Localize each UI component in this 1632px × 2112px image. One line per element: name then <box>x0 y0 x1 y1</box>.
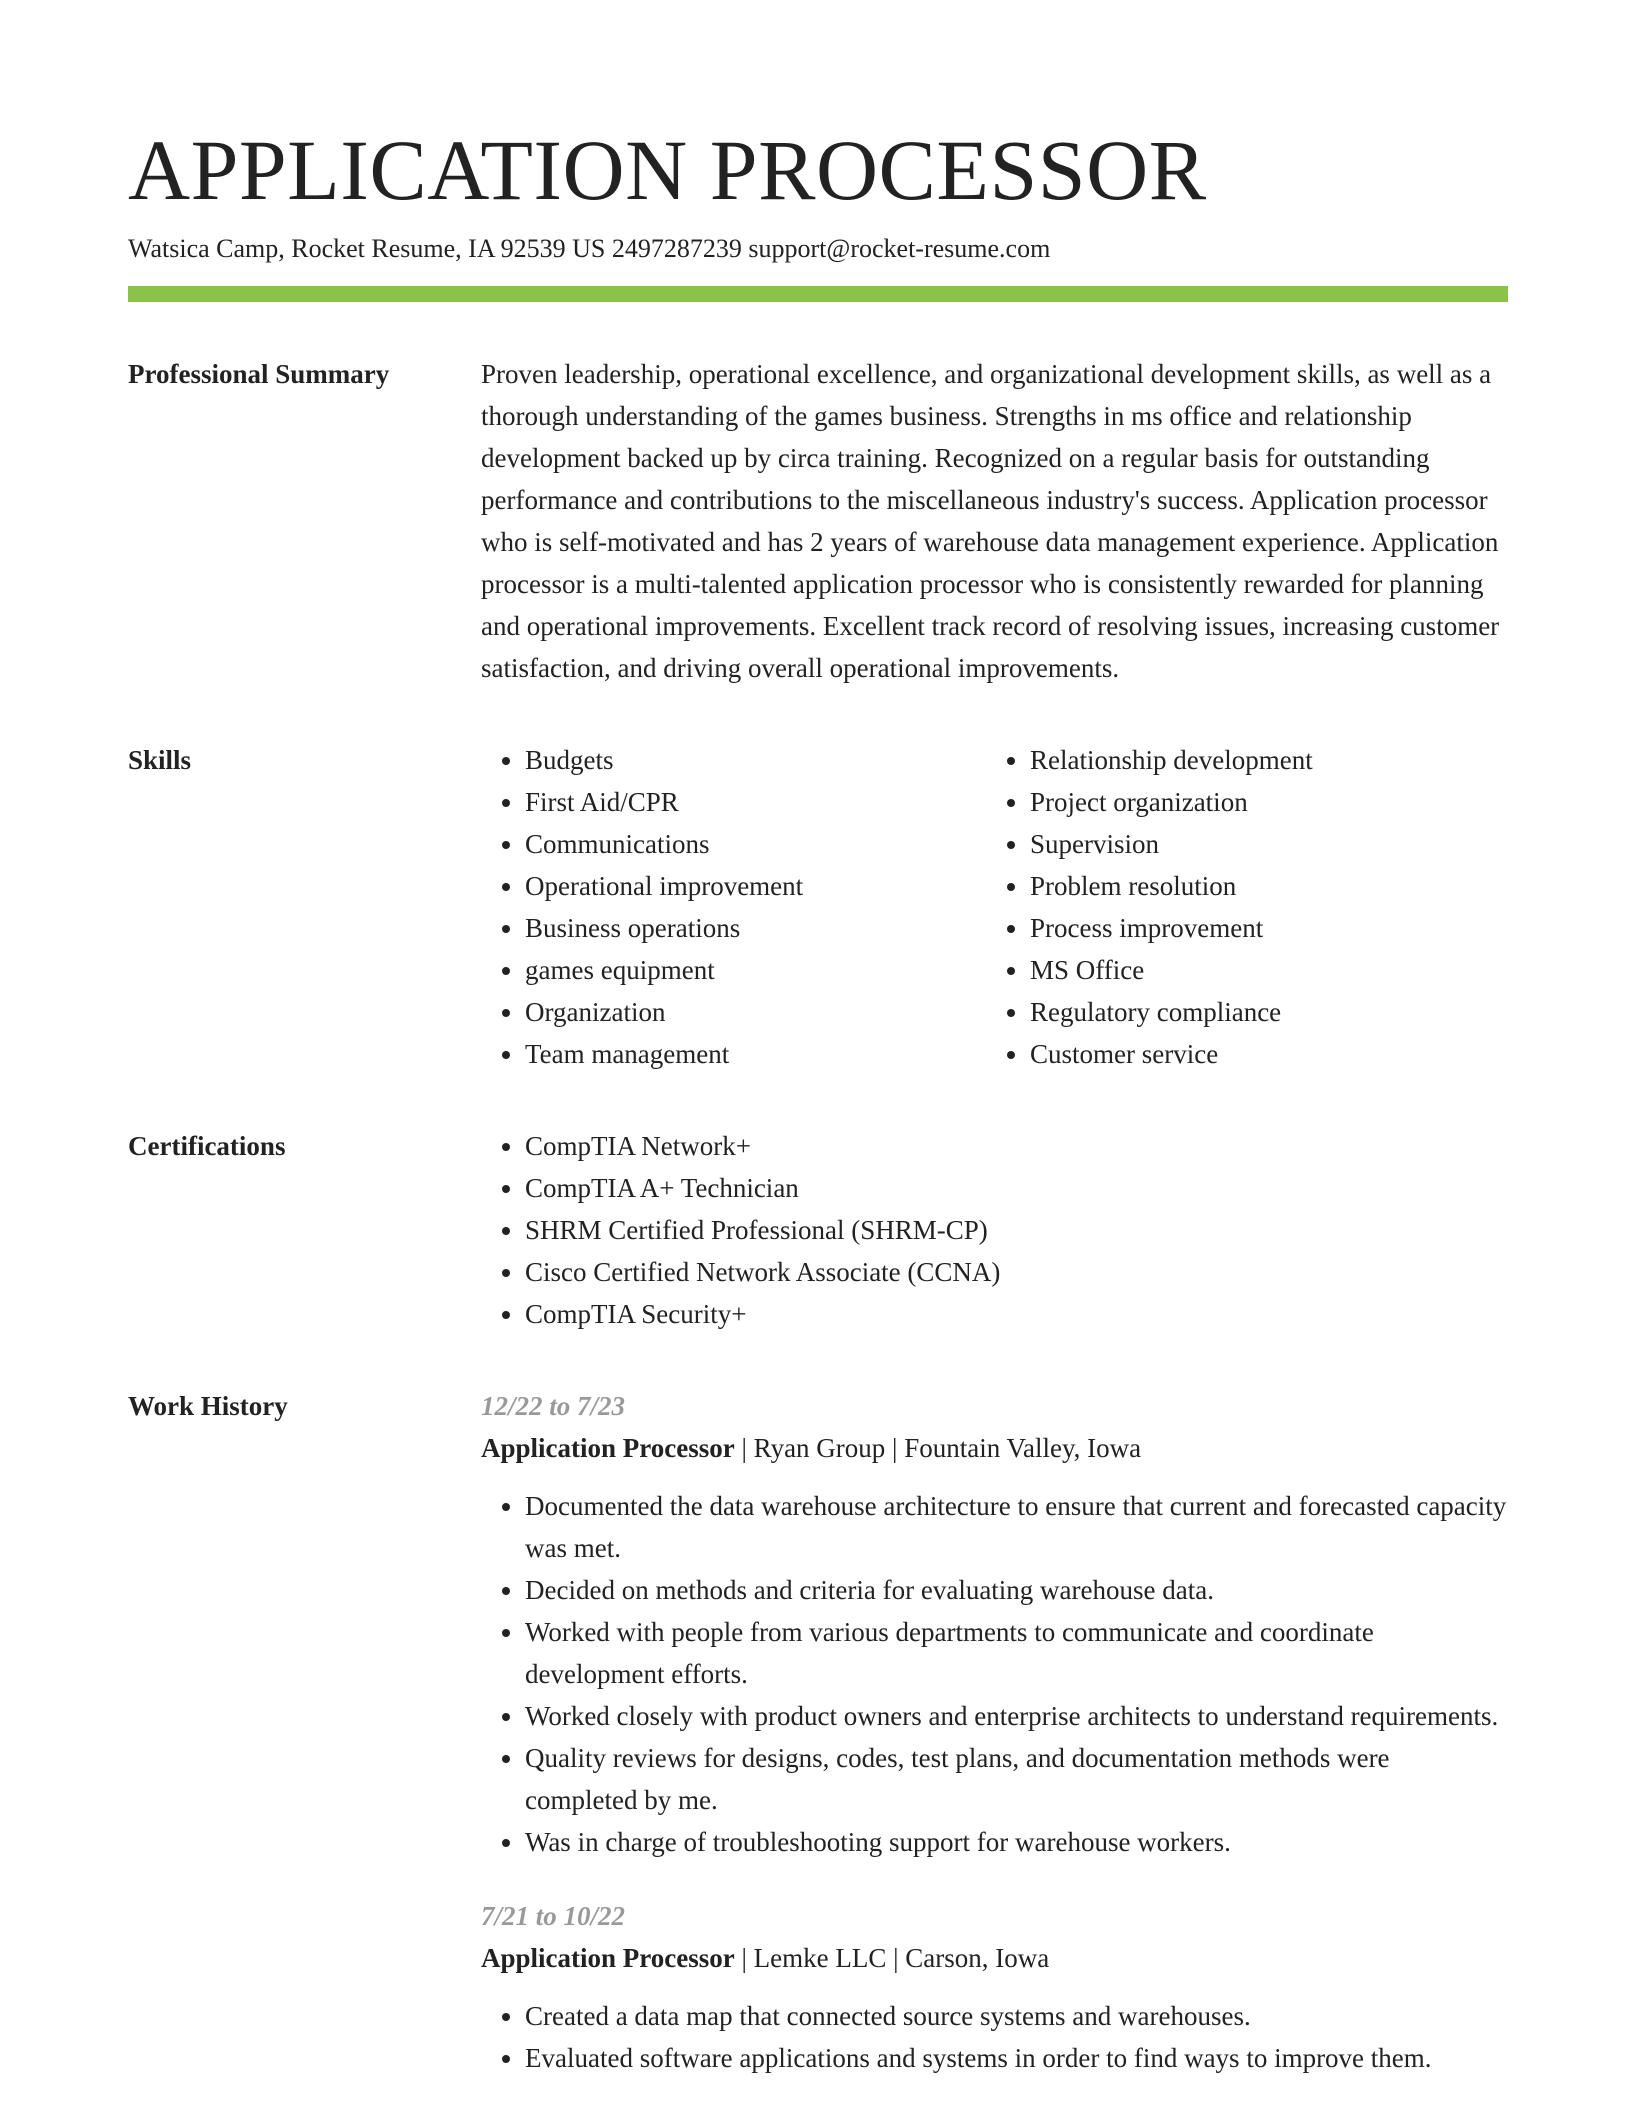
list-item: • Supervision <box>1030 823 1491 865</box>
list-item: • Cisco Certified Network Associate (CCNA) <box>525 1251 1508 1293</box>
list-item: • MS Office <box>1030 949 1491 991</box>
list-item: • Customer service <box>1030 1033 1491 1075</box>
skills-list-right <box>986 739 1491 1075</box>
list-item: • Business operations <box>525 907 986 949</box>
skills-columns <box>481 739 1508 1075</box>
list-item: • Process improvement <box>1030 907 1491 949</box>
job-heading <box>481 1427 1508 1469</box>
list-item: • Relationship development <box>1030 739 1491 781</box>
job-role: Application Processor <box>481 1433 735 1463</box>
resume-name: APPLICATION PROCESSOR <box>128 122 1207 218</box>
list-item: • Documented the data warehouse architecture to ensure that current and forecasted capacity was met. <box>525 1485 1508 1569</box>
work-history-body <box>481 1385 1508 2079</box>
contact-line: Watsica Camp, Rocket Resume, IA 92539 US 2497287239 support@rocket-resume.com <box>128 234 1051 263</box>
section-title-skills: Skills <box>128 745 192 775</box>
job-bullets <box>481 1995 1508 2079</box>
certifications-section <box>128 1125 1508 1335</box>
list-item: • Problem resolution <box>1030 865 1491 907</box>
list-item: • games equipment <box>525 949 986 991</box>
job-role: Application Processor <box>481 1943 735 1973</box>
summary-section <box>128 353 1508 689</box>
skills-section <box>128 739 1508 1075</box>
certifications-list <box>481 1125 1508 1335</box>
list-item: • Operational improvement <box>525 865 986 907</box>
list-item: • Evaluated software applications and systems in order to find ways to improve them. <box>525 2037 1508 2079</box>
certifications-body <box>481 1125 1508 1335</box>
job-bullets <box>481 1485 1508 1863</box>
job-entry <box>481 1895 1508 2079</box>
job-details: | Ryan Group | Fountain Valley, Iowa <box>734 1433 1142 1463</box>
list-item: • Budgets <box>525 739 986 781</box>
job-dates: 7/21 to 10/22 <box>481 1901 626 1931</box>
list-item: • Worked closely with product owners and enterprise architects to understand requirements. <box>525 1695 1508 1737</box>
list-item: • Organization <box>525 991 986 1033</box>
list-item: • Decided on methods and criteria for evaluating warehouse data. <box>525 1569 1508 1611</box>
section-title-work-history: Work History <box>128 1391 288 1421</box>
job-entry <box>481 1385 1508 1863</box>
list-item: • Regulatory compliance <box>1030 991 1491 1033</box>
list-item: • Project organization <box>1030 781 1491 823</box>
job-heading <box>481 1937 1508 1979</box>
list-item: • SHRM Certified Professional (SHRM-CP) <box>525 1209 1508 1251</box>
job-dates: 12/22 to 7/23 <box>481 1391 626 1421</box>
skills-list-left <box>481 739 986 1075</box>
list-item: • Communications <box>525 823 986 865</box>
list-item: • Team management <box>525 1033 986 1075</box>
list-item: • Was in charge of troubleshooting support for warehouse workers. <box>525 1821 1508 1863</box>
accent-divider <box>128 286 1508 302</box>
list-item: • Worked with people from various departments to communicate and coordinate development efforts. <box>525 1611 1508 1695</box>
work-history-section <box>128 1385 1508 2079</box>
list-item: • First Aid/CPR <box>525 781 986 823</box>
section-title-certifications: Certifications <box>128 1131 286 1161</box>
summary-text: Proven leadership, operational excellence, and organizational development skills, as well as a thorough understanding of the games business. Strengths in ms office and relationship development backed up by circa training. Recognized on a regular basis for outstanding performance and contributions to the miscellaneous industry's success. Application processor who is self-motivated and has 2 years of warehouse data management experience. Application processor is a multi-talented application processor who is consistently rewarded for planning and operational improvements. Excellent track record of resolving issues, increasing customer satisfaction, and driving overall operational improvements. <box>481 359 1500 683</box>
section-title-summary: Professional Summary <box>128 359 390 389</box>
list-item: • CompTIA A+ Technician <box>525 1167 1508 1209</box>
resume-page <box>128 120 1508 2079</box>
job-details: | Lemke LLC | Carson, Iowa <box>734 1943 1050 1973</box>
list-item: • CompTIA Network+ <box>525 1125 1508 1167</box>
list-item: • CompTIA Security+ <box>525 1293 1508 1335</box>
list-item: • Created a data map that connected source systems and warehouses. <box>525 1995 1508 2037</box>
list-item: • Quality reviews for designs, codes, test plans, and documentation methods were completed by me. <box>525 1737 1508 1821</box>
